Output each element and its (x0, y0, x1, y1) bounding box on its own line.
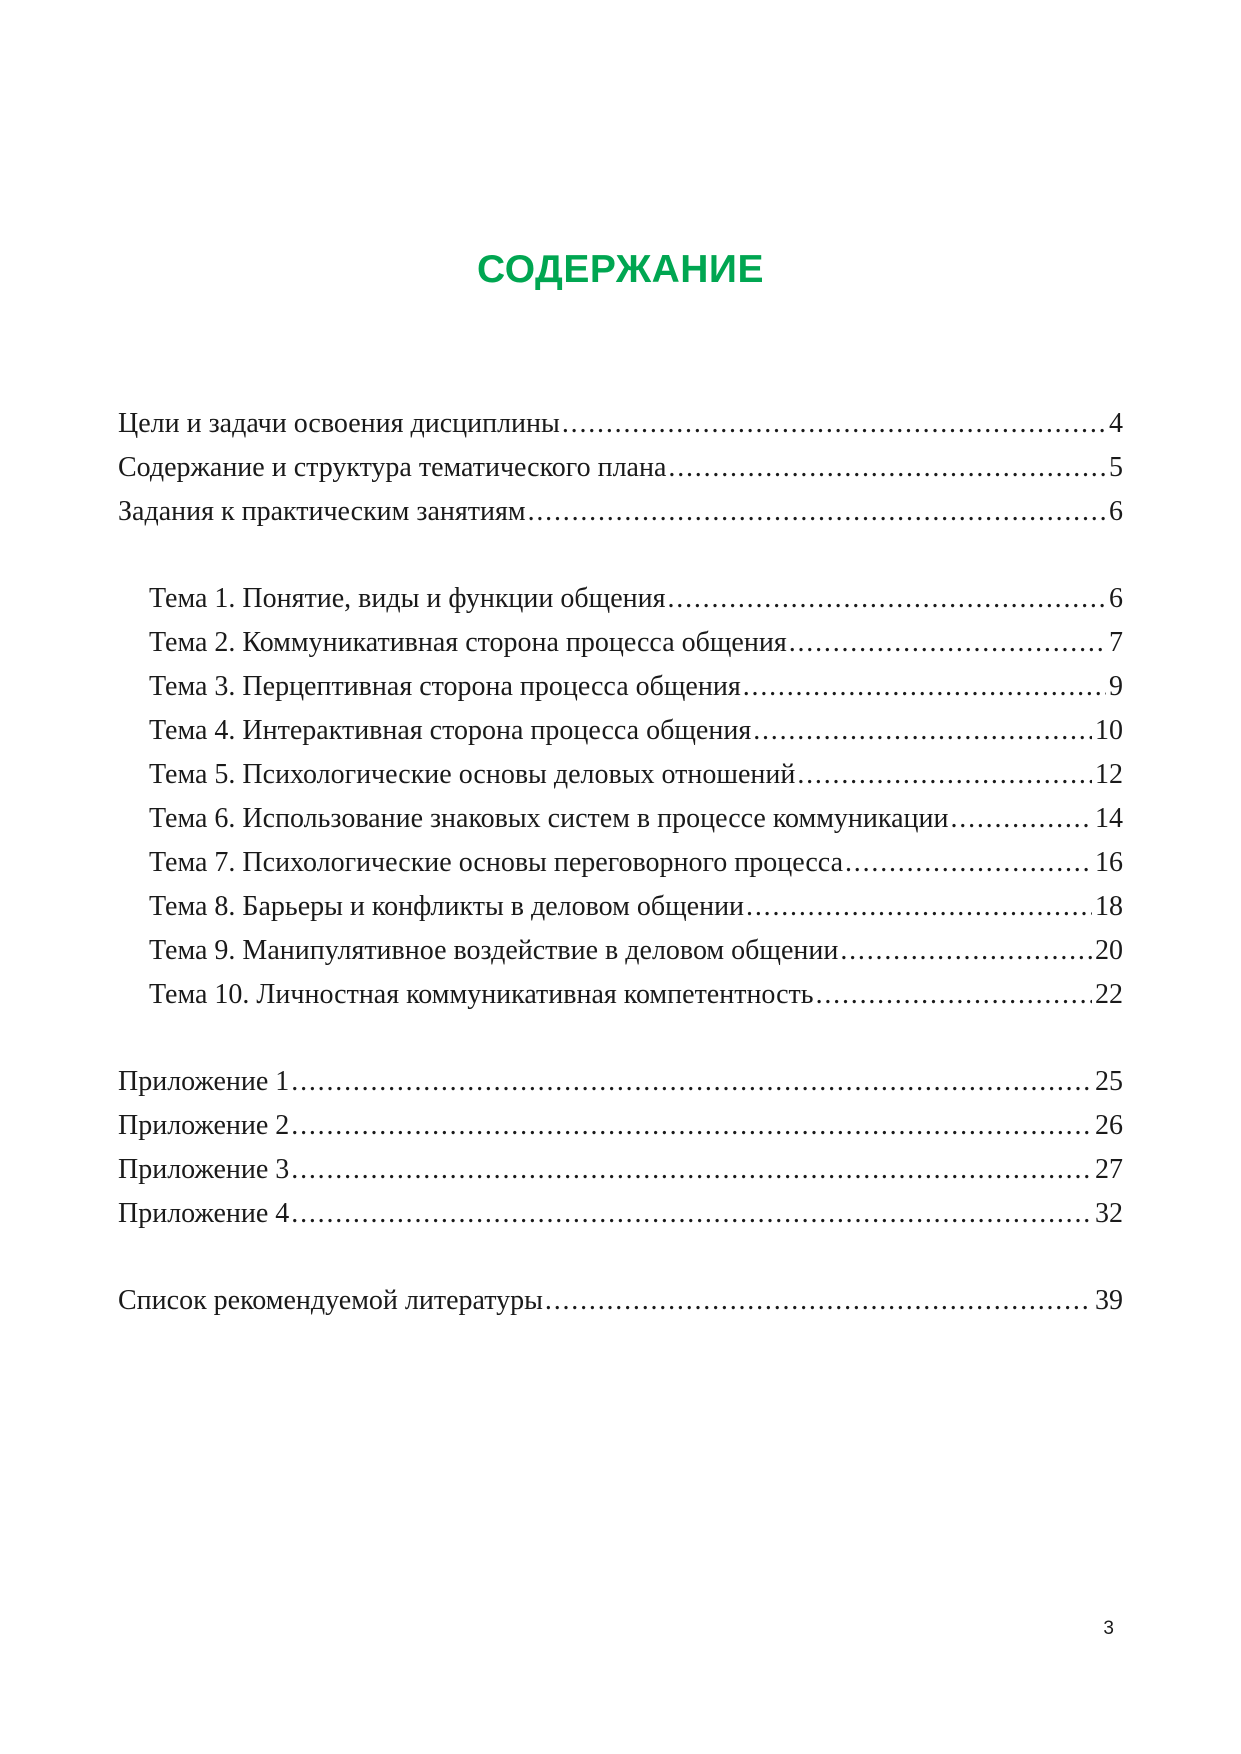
toc-entry-label: Тема 1. Понятие, виды и функции общения (149, 583, 666, 614)
toc-entry-topic[interactable] (118, 621, 1123, 665)
dot-leader (743, 665, 1106, 709)
toc-entry-page: 5 (1109, 452, 1123, 483)
toc-entry-appendix[interactable] (118, 1060, 1123, 1104)
toc-entry-page: 26 (1095, 1110, 1123, 1141)
dot-leader (845, 841, 1092, 885)
toc-entry-label: Приложение 1 (118, 1066, 290, 1097)
section-gap (118, 1017, 1123, 1060)
dot-leader (291, 1104, 1092, 1148)
dot-leader (950, 797, 1092, 841)
toc-entry-label: Цели и задачи освоения дисциплины (118, 408, 560, 439)
toc-entry-label: Тема 6. Использование знаковых систем в процессе коммуникации (149, 803, 949, 834)
dot-leader (562, 402, 1106, 446)
section-gap (118, 534, 1123, 577)
toc-entry-page: 14 (1095, 803, 1123, 834)
dot-leader (840, 929, 1092, 973)
toc-entry-label: Приложение 3 (118, 1154, 290, 1185)
toc-entry-page: 25 (1095, 1066, 1123, 1097)
toc-entry-bibliography[interactable] (118, 1279, 1123, 1323)
toc-entry-page: 27 (1095, 1154, 1123, 1185)
dot-leader (667, 577, 1106, 621)
toc-entry-label: Тема 7. Психологические основы переговорного процесса (149, 847, 843, 878)
toc-entry-topic[interactable] (118, 753, 1123, 797)
toc-entry-label: Содержание и структура тематического плана (118, 452, 667, 483)
page-title: СОДЕРЖАНИЕ (477, 248, 764, 291)
toc-entry-page: 7 (1109, 627, 1123, 658)
toc-entry-appendix[interactable] (118, 1192, 1123, 1236)
dot-leader (746, 885, 1092, 929)
toc-entry-topic[interactable] (118, 973, 1123, 1017)
dot-leader (291, 1192, 1092, 1236)
toc-entry-label: Тема 3. Перцептивная сторона процесса общения (149, 671, 741, 702)
toc-entry-topic[interactable] (118, 665, 1123, 709)
toc-entry-label: Задания к практическим занятиям (118, 496, 526, 527)
toc-entry-appendix[interactable] (118, 1104, 1123, 1148)
toc-entry-page: 9 (1109, 671, 1123, 702)
toc-entry-topic[interactable] (118, 885, 1123, 929)
toc-entry-page: 10 (1095, 715, 1123, 746)
toc-entry-page: 22 (1095, 979, 1123, 1010)
dot-leader (545, 1279, 1092, 1323)
toc-entry-page: 16 (1095, 847, 1123, 878)
toc-entry-label: Тема 4. Интерактивная сторона процесса общения (149, 715, 752, 746)
toc-entry-page: 18 (1095, 891, 1123, 922)
toc-entry-page: 20 (1095, 935, 1123, 966)
toc-entry-topic[interactable] (118, 797, 1123, 841)
toc-entry-label: Тема 10. Личностная коммуникативная компетентность (149, 979, 814, 1010)
toc-entry-topic[interactable] (118, 841, 1123, 885)
toc-entry[interactable] (118, 490, 1123, 534)
toc-entry-label: Тема 9. Манипулятивное воздействие в деловом общении (149, 935, 839, 966)
toc-entry-topic[interactable] (118, 709, 1123, 753)
dot-leader (816, 973, 1092, 1017)
toc-entry-label: Тема 8. Барьеры и конфликты в деловом общении (149, 891, 745, 922)
dot-leader (753, 709, 1092, 753)
toc-entry[interactable] (118, 402, 1123, 446)
toc-entry-page: 4 (1109, 408, 1123, 439)
toc-entry-appendix[interactable] (118, 1148, 1123, 1192)
toc-entry-page: 39 (1095, 1285, 1123, 1316)
table-of-contents (118, 402, 1123, 1323)
toc-entry-page: 12 (1095, 759, 1123, 790)
toc-entry[interactable] (118, 446, 1123, 490)
toc-entry-label: Приложение 4 (118, 1198, 290, 1229)
toc-entry-label: Приложение 2 (118, 1110, 290, 1141)
dot-leader (789, 621, 1106, 665)
section-gap (118, 1236, 1123, 1279)
dot-leader (291, 1060, 1092, 1104)
toc-entry-topic[interactable] (118, 577, 1123, 621)
toc-entry-page: 32 (1095, 1198, 1123, 1229)
dot-leader (797, 753, 1092, 797)
page-number: 3 (1103, 1618, 1114, 1639)
toc-entry-label: Тема 2. Коммуникативная сторона процесса общения (149, 627, 787, 658)
toc-entry-page: 6 (1109, 583, 1123, 614)
toc-entry-topic[interactable] (118, 929, 1123, 973)
toc-entry-page: 6 (1109, 496, 1123, 527)
toc-entry-label: Тема 5. Психологические основы деловых отношений (149, 759, 796, 790)
dot-leader (291, 1148, 1092, 1192)
toc-entry-label: Список рекомендуемой литературы (118, 1285, 543, 1316)
dot-leader (668, 446, 1106, 490)
dot-leader (528, 490, 1106, 534)
